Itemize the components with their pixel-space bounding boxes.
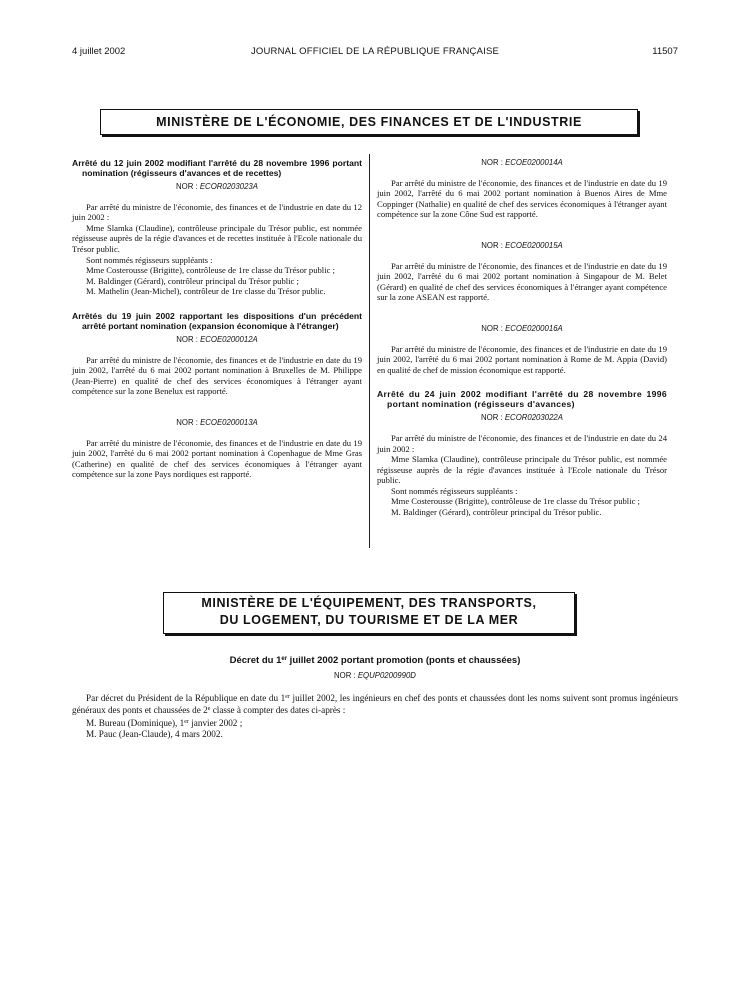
- nor-code: ECOE0200013A: [200, 417, 258, 427]
- paragraph: Mme Costerousse (Brigitte), contrôleuse de 1re classe du Trésor public ;: [391, 496, 640, 507]
- decree-block: [377, 389, 667, 517]
- paragraph: Mme Slamka (Claudine), contrôleuse principale du Trésor public, est nommée régisseuse auprès de la régie d'avances instituée à l'Ecole nationale du Trésor public.: [377, 454, 667, 486]
- paragraph: Par arrêté du ministre de l'économie, des finances et de l'industrie en date du 19 juin 2002, l'arrêté du 6 mai 2002 portant nomination à Bruxelles de M. Philippe (Jean-Pierre) en qualité de chef des services économiques à l'étranger ayant compétence sur la zone Benelux est rapporté.: [72, 354, 362, 397]
- header-date: 4 juillet 2002: [72, 46, 126, 57]
- decree-title: Arrêté du 24 juin 2002 modifiant l'arrêté du 28 novembre 1996 portant nomination (régisseurs d'avances): [377, 389, 667, 410]
- nor-reference: [377, 241, 667, 252]
- nor-reference: [72, 671, 678, 680]
- page-header: [72, 46, 678, 60]
- nor-code: ECOE0200016A: [505, 323, 563, 333]
- paragraph: Mme Slamka (Claudine), contrôleuse principale du Trésor public, est nommée régisseuse auprès de la régie d'avances et de recettes instituée à l'Ecole nationale du Trésor public.: [72, 222, 362, 254]
- decree-title: Arrêtés du 19 juin 2002 rapportant les dispositions d'un précédent arrêté portant nomination (expansion économique à l'étranger): [72, 310, 362, 331]
- paragraph: Sont nommés régisseurs suppléants :: [391, 485, 518, 496]
- header-journal-title: JOURNAL OFFICIEL DE LA RÉPUBLIQUE FRANÇAISE: [250, 46, 500, 57]
- decree-block: [72, 418, 362, 480]
- paragraph: Par décret du Président de la République en date du 1er juillet 2002, les ingénieurs en chef des ponts et chaussées dont les noms suivent sont promus ingénieurs généraux des ponts et chaussées de 2e classe à compter des dates ci-après :: [72, 693, 679, 716]
- ministry-line-2: DU LOGEMENT, DU TOURISME ET DE LA MER: [219, 613, 519, 627]
- paragraph: M. Baldinger (Gérard), contrôleur principal du Trésor public.: [391, 507, 602, 518]
- nor-reference: [72, 182, 362, 193]
- paragraph: M. Pauc (Jean-Claude), 4 mars 2002.: [86, 729, 223, 740]
- decree-block: [377, 158, 667, 220]
- nor-reference: [72, 335, 362, 346]
- nor-code: ECOR0203023A: [199, 182, 258, 191]
- nor-label: NOR :: [176, 417, 201, 427]
- ministry-line-1: MINISTÈRE DE L'ÉQUIPEMENT, DES TRANSPORTS,: [201, 596, 537, 610]
- nor-code: ECOE0200012A: [200, 334, 258, 344]
- paragraph: M. Baldinger (Gérard), contrôleur principal du Trésor public ;: [86, 275, 299, 286]
- nor-reference: [72, 418, 362, 429]
- column-divider: [369, 154, 370, 548]
- paragraph: Par arrêté du ministre de l'économie, des finances et de l'industrie en date du 24 juin 2002 :: [377, 432, 667, 454]
- paragraph: M. Mathelin (Jean-Michel), contrôleur de 1re classe du Trésor public.: [86, 286, 326, 297]
- ministry-economy-box: MINISTÈRE DE L'ÉCONOMIE, DES FINANCES ET DE L'INDUSTRIE: [100, 109, 638, 135]
- right-column: [377, 158, 667, 518]
- paragraph: Par arrêté du ministre de l'économie, des finances et de l'industrie en date du 19 juin 2002, l'arrêté du 6 mai 2002 portant nomination à Singapour de M. Belet (Gérard) en qualité de chef des services économiques à l'étranger ayant compétence sur la zone ASEAN est rapporté.: [377, 260, 667, 303]
- decree-block: [377, 324, 667, 375]
- nor-label: NOR :: [481, 323, 506, 333]
- paragraph: Par arrêté du ministre de l'économie, des finances et de l'industrie en date du 19 juin 2002, l'arrêté du 6 mai 2002 portant nomination à Copenhague de Mme Gras (Catherine) en qualité de chef des services économiques à l'étranger ayant compétence sur la zone Pays nordiques est rapporté.: [72, 437, 362, 480]
- nor-label: NOR :: [334, 671, 358, 680]
- decree-block: [72, 311, 362, 397]
- nor-label: NOR :: [176, 334, 201, 344]
- nor-code: EQUP0200990D: [357, 671, 416, 680]
- paragraph: Mme Costerousse (Brigitte), contrôleuse de 1re classe du Trésor public ;: [86, 265, 335, 276]
- header-page-number: 11507: [652, 46, 678, 57]
- decree-title: Arrêté du 12 juin 2002 modifiant l'arrêté du 28 novembre 1996 portant nomination (régisseurs d'avances et de recettes): [72, 158, 362, 178]
- paragraph: Sont nommés régisseurs suppléants :: [86, 254, 213, 265]
- nor-code: ECOR0203022A: [504, 413, 563, 423]
- ministry-equipment-box: [163, 592, 575, 634]
- nor-label: NOR :: [481, 240, 506, 250]
- decree-title: Décret du 1er juillet 2002 portant promotion (ponts et chaussées): [229, 655, 521, 666]
- decree-block: [72, 158, 362, 297]
- paragraph: Par arrêté du ministre de l'économie, des finances et de l'industrie en date du 19 juin 2002, l'arrêté du 6 mai 2002 portant nomination à Buenos Aires de Mme Coppinger (Nathalie) en qualité de chef des services économiques à l'étranger ayant compétence sur la zone Cône Sud est rapporté.: [377, 177, 667, 220]
- nor-label: NOR :: [481, 158, 506, 167]
- left-column: [72, 158, 362, 480]
- nor-code: ECOE0200014A: [505, 158, 563, 167]
- nor-reference: [377, 413, 667, 424]
- nor-reference: [377, 324, 667, 335]
- nor-code: ECOE0200015A: [505, 240, 563, 250]
- paragraph: Par arrêté du ministre de l'économie, des finances et de l'industrie en date du 12 juin 2002 :: [72, 201, 362, 223]
- paragraph: M. Bureau (Dominique), 1er janvier 2002 ;: [86, 717, 243, 728]
- decree-section: [72, 655, 678, 741]
- nor-reference: [377, 158, 667, 169]
- nor-label: NOR :: [481, 413, 505, 423]
- decree-block: [377, 241, 667, 303]
- paragraph: Par arrêté du ministre de l'économie, des finances et de l'industrie en date du 19 juin 2002, l'arrêté du 6 mai 2002 portant nomination à Rome de M. Appia (David) en qualité de chef de mission économique est rapporté.: [377, 343, 667, 375]
- nor-label: NOR :: [176, 182, 200, 191]
